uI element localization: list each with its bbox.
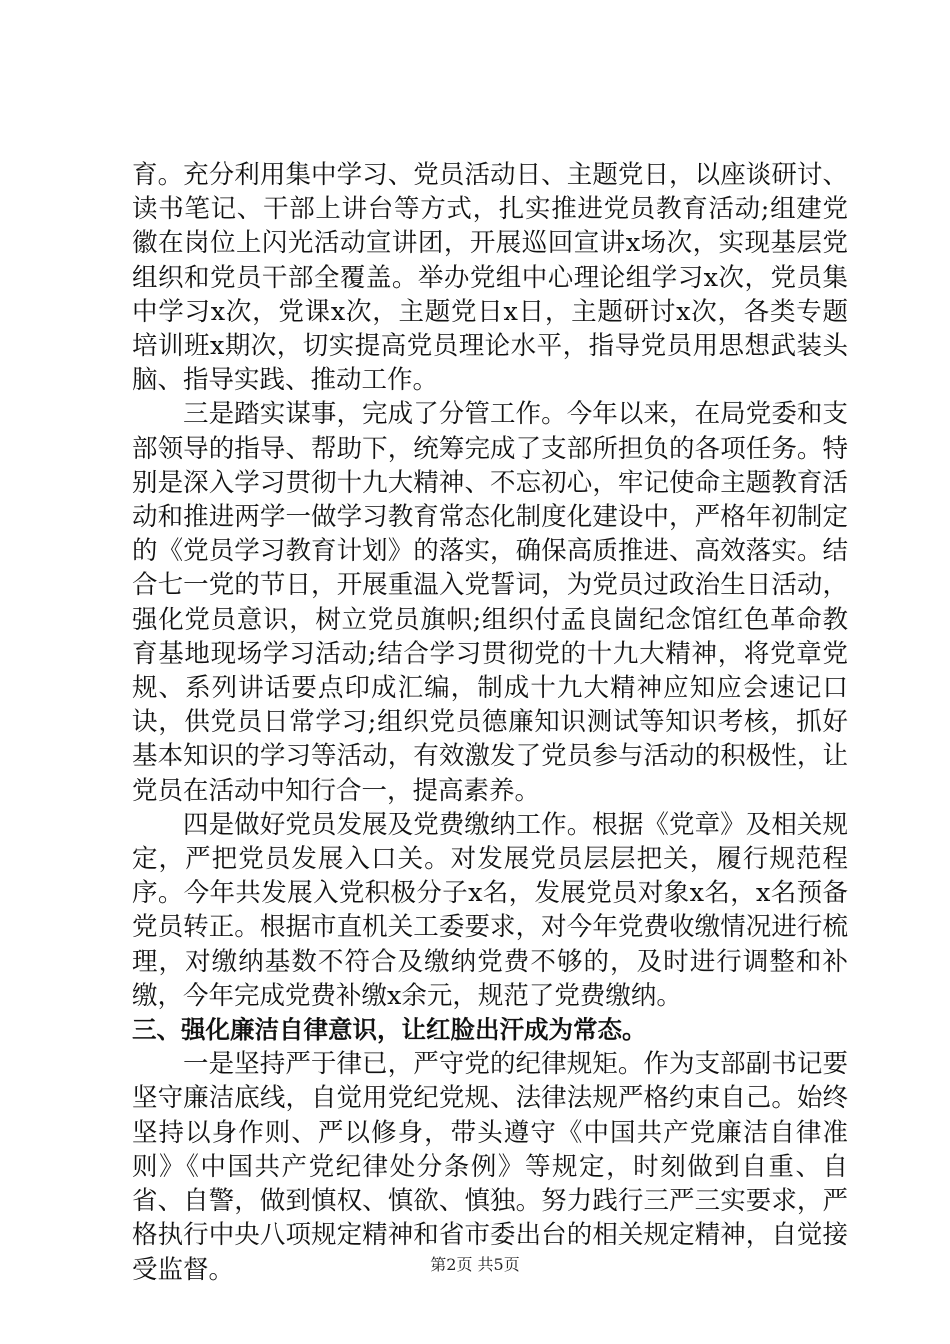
paragraph-continuation: 育。充分利用集中学习、党员活动日、主题党日，以座谈研讨、读书笔记、干部上讲台等方式，扎实推进党员教育活动;组建党徽在岗位上闪光活动宣讲团，开展巡回宣讲x场次，实现基层党组织和党员干部全覆盖。举办党组中心理论组学习x次，党员集中学习x次，党课x次，主题党日x日，主题研讨x次，各类专题培训班x期次，切实提高党员理论水平，指导党员用思想武装头脑、指导实践、推动工作。 bbox=[132, 160, 848, 396]
paragraph-item-one: 一是坚持严于律已，严守党的纪律规矩。作为支部副书记要坚守廉洁底线，自觉用党纪党规、法律法规严格约束自己。始终坚持以身作则、严以修身，带头遵守《中国共产党廉洁自律准则》《中国共产党纪律处分条例》等规定，时刻做到自重、自省、自警，做到慎权、慎欲、慎独。努力践行三严三实要求，严格执行中央八项规定精神和省市委出台的相关规定精神，自觉接受监督。 bbox=[132, 1049, 848, 1285]
section-heading: 三、强化廉洁自律意识，让红脸出汗成为常态。 bbox=[132, 1015, 647, 1045]
document-body bbox=[132, 158, 848, 1287]
paragraph-item-three: 三是踏实谋事，完成了分管工作。今年以来，在局党委和支部领导的指导、帮助下，统筹完成了支部所担负的各项任务。特别是深入学习贯彻十九大精神、不忘初心，牢记使命主题教育活动和推进两学一做学习教育常态化制度化建设中，严格年初制定的《党员学习教育计划》的落实，确保高质推进、高效落实。结合七一党的节日，开展重温入党誓词，为党员过政治生日活动，强化党员意识，树立党员旗帜;组织付孟良崮纪念馆红色革命教育基地现场学习活动;结合学习贯彻党的十九大精神，将党章党规、系列讲话要点印成汇编，制成十九大精神应知应会速记口诀，供党员日常学习;组织党员德廉知识测试等知识考核，抓好基本知识的学习等活动，有效激发了党员参与活动的积极性，让党员在活动中知行合一，提高素养。 bbox=[132, 399, 848, 806]
paragraph-item-four: 四是做好党员发展及党费缴纳工作。根据《党章》及相关规定，严把党员发展入口关。对发展党员层层把关，履行规范程序。今年共发展入党积极分子x名，发展党员对象x名，x名预备党员转正。根据市直机关工委要求，对今年党费收缴情况进行梳理，对缴纳基数不符合及缴纳党费不够的，及时进行调整和补缴，今年完成党费补缴x余元，规范了党费缴纳。 bbox=[132, 809, 848, 1011]
page-number: 第2页 共5页 bbox=[430, 1255, 520, 1274]
page-footer bbox=[0, 1252, 950, 1275]
